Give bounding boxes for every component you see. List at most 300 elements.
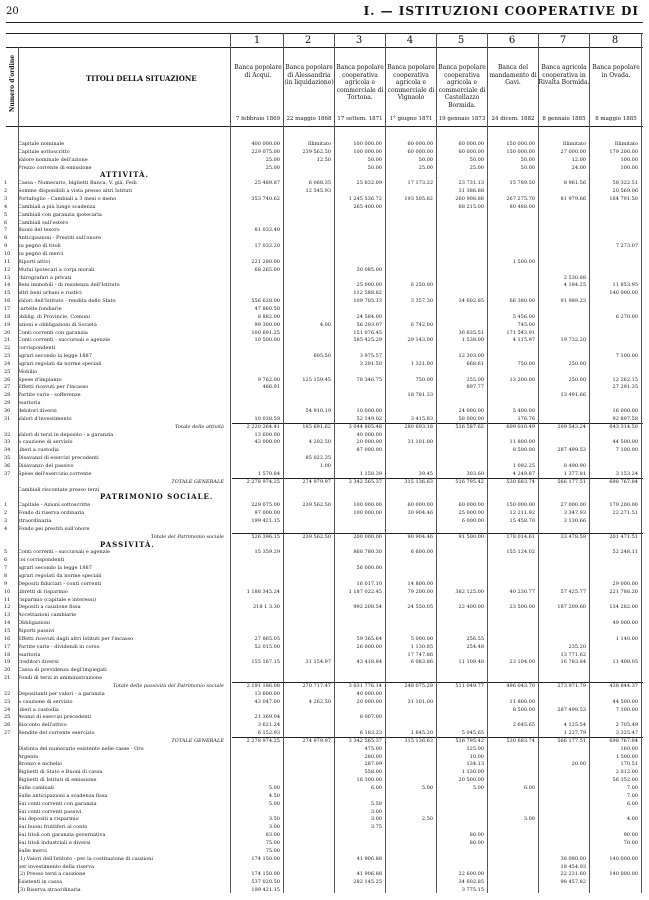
- row-label: agrari regolati da norme speciali: [18, 360, 102, 367]
- cell-value: 239 562.50: [302, 533, 331, 540]
- cell-value: 303.60: [466, 470, 484, 477]
- cell-value: 25.00: [265, 164, 280, 171]
- cell-value: 27 865.05: [254, 635, 280, 642]
- cell-value: 12 545.93: [305, 188, 331, 195]
- cell-value: 24 000.00: [458, 408, 484, 415]
- row-number: 19: [4, 321, 11, 328]
- cell-value: 25 000.00: [356, 282, 382, 289]
- cell-value: 58 000.00: [458, 415, 484, 422]
- cell-value: 516 795.42: [455, 737, 484, 744]
- cell-value: 745.00: [517, 321, 535, 328]
- cell-value: 2 278 974.25: [246, 737, 280, 744]
- cell-value: 80.00: [469, 840, 484, 847]
- row-label: Conti correnti - succursali e agenzie: [18, 549, 110, 556]
- row-label: Sui depositi a risparmio: [18, 816, 79, 823]
- row-label: Risconto dell'attivo: [18, 722, 67, 729]
- cell-value: 60 000.00: [407, 141, 433, 147]
- cell-value: 2 645.65: [512, 722, 535, 729]
- cell-value: 3 291.50: [359, 360, 382, 367]
- cell-value: 27 291.35: [612, 384, 638, 391]
- row-number: 15: [4, 290, 11, 297]
- cell-value: 125 159.45: [302, 376, 331, 383]
- cell-value: 100 000.00: [353, 510, 382, 517]
- row-label: Effetti ricevuti per l'incasso: [18, 384, 89, 391]
- cell-value: 6.00: [370, 785, 382, 792]
- row-label: coi corrispondenti: [18, 557, 65, 564]
- cell-value: 1 188 345.24: [246, 588, 280, 595]
- row-label: Fondi di terzi in amministrazione: [18, 675, 103, 682]
- cell-value: 17 173.22: [407, 180, 433, 187]
- row-number: 31: [4, 415, 11, 422]
- cell-value: 3 031 776.14: [348, 682, 382, 689]
- cell-value: 99 300.00: [254, 321, 280, 328]
- cell-value: 178 014.61: [506, 533, 535, 540]
- cell-value: 20 000.00: [356, 439, 382, 446]
- cell-value: 25.00: [418, 164, 433, 171]
- cell-value: 6 152.93: [257, 730, 280, 737]
- row-number: 35: [4, 455, 11, 462]
- cell-value: 60 000.00: [458, 502, 484, 509]
- row-label: Cassa di previdenza degl'impiegati: [18, 667, 107, 674]
- row-number: 34: [4, 447, 11, 454]
- row-label: Buoni del tesoro: [18, 227, 60, 234]
- cell-value: 23 731.13: [458, 180, 484, 187]
- cell-value: 496 043.70: [506, 682, 535, 689]
- cell-value: 1 570.84: [257, 470, 280, 477]
- cell-value: 516 795.42: [455, 478, 484, 485]
- cell-value: 92 897.58: [612, 415, 638, 422]
- cell-value: 23 104.00: [509, 659, 535, 666]
- cell-value: 66 380.00: [509, 298, 535, 305]
- column-divider: [385, 33, 386, 893]
- cell-value: 4 262.50: [308, 698, 331, 705]
- cell-value: 2 278 974.25: [246, 478, 280, 485]
- row-label: a cauzione di servizio: [18, 698, 73, 705]
- cell-value: 566 177.51: [557, 737, 586, 744]
- cell-value: 140 000.00: [609, 855, 638, 862]
- cell-value: 5 456.00: [512, 313, 535, 320]
- cell-value: 49 000.00: [612, 620, 638, 627]
- row-label: Sui titoli con garanzia governativa: [18, 832, 106, 839]
- cell-value: 155 124.02: [506, 549, 535, 556]
- cell-value: 80.00: [469, 832, 484, 839]
- bank-name: Banca popolare di Alessandria (in liquidazione): [284, 64, 334, 86]
- row-number: 25: [4, 368, 11, 375]
- row-label: corrispondenti: [18, 345, 56, 352]
- row-number: 37: [4, 470, 11, 477]
- cell-value: 54 910.19: [305, 408, 331, 415]
- cell-value: 200 000.00: [353, 533, 382, 540]
- row-number: 9: [4, 580, 8, 587]
- cell-value: 7 273.07: [615, 243, 638, 250]
- cell-value: 750.00: [415, 376, 433, 383]
- row-number: 25: [4, 714, 11, 721]
- cell-value: 315 136.63: [404, 478, 433, 485]
- cell-value: 112 588.82: [353, 290, 382, 297]
- cell-value: 90.00: [623, 832, 638, 839]
- row-number-header: [4, 54, 18, 118]
- column-number: 3: [355, 35, 363, 46]
- cell-value: 239 562.50: [302, 148, 331, 155]
- row-label: Fondo di riserva ordinaria: [18, 510, 85, 517]
- cell-value: 150 000.00: [506, 502, 535, 509]
- cell-value: 221 280.00: [251, 258, 280, 265]
- cell-value: 4.50: [268, 792, 280, 799]
- row-label: per investimento della riserva: [18, 863, 95, 870]
- row-label: Partite varie - sofferenze: [18, 392, 81, 399]
- cell-value: 3.50: [268, 816, 280, 823]
- cell-value: 1 187 022.45: [348, 588, 382, 595]
- cell-value: 3.75: [370, 824, 382, 831]
- row-number: 26: [4, 376, 11, 383]
- cell-value: 1 158.39: [359, 470, 382, 477]
- row-number: 21: [4, 337, 11, 344]
- cell-value: 5.00: [268, 785, 280, 792]
- row-number: 12: [4, 266, 11, 273]
- foundation-date: 24 dicem. 1882: [491, 116, 535, 122]
- row-number: 3: [4, 195, 8, 202]
- row-number: 18: [4, 651, 11, 658]
- row-label: Cambiali riscontate presso terzi: [18, 486, 100, 493]
- bank-name: Banca popolare cooperativa agricola e commerciale di Castellazzo Bormida.: [438, 64, 486, 109]
- cell-value: 6 000.00: [461, 518, 484, 524]
- cell-value: 50.00: [469, 156, 484, 163]
- section-heading: PASSIVITÀ.: [100, 539, 155, 549]
- row-number: 27: [4, 730, 11, 737]
- cell-value: 14 800.00: [407, 580, 433, 587]
- row-label: Argento: [18, 753, 39, 760]
- row-label: Disavanzi di esercizi precedenti: [18, 455, 99, 462]
- cell-value: 160.00: [620, 745, 638, 752]
- cell-value: 4.00: [626, 816, 638, 823]
- row-number: 28: [4, 392, 11, 399]
- row-label: Depositi fiduciari - conti correnti: [18, 580, 102, 587]
- foundation-date: 22 maggio 1868: [286, 116, 332, 122]
- cell-value: 4 202.50: [308, 439, 331, 446]
- foundation-date: 19 gennaio 1873: [438, 116, 486, 122]
- row-number: 17: [4, 305, 11, 312]
- cell-value: 221 788.20: [609, 588, 638, 595]
- cell-value: 150 000.00: [506, 148, 535, 155]
- cell-value: 13 771.62: [560, 651, 586, 658]
- row-number: 5: [4, 211, 8, 218]
- cell-value: 27 000.00: [560, 148, 586, 155]
- row-label: liberi a custodia: [18, 447, 59, 454]
- row-label: Capitale - Azioni sottoscritte: [18, 502, 91, 509]
- row-label: Effetti ricevuti dagli altri Istituti per l'incasso: [18, 635, 134, 642]
- cell-value: 31 101.00: [407, 698, 433, 705]
- cell-value: 171 543.91: [506, 329, 535, 336]
- cell-value: 5 000.00: [410, 635, 433, 642]
- cell-value: 81 979.66: [560, 195, 586, 202]
- row-label: Sui conti correnti passivi: [18, 808, 82, 815]
- cell-value: 27 000.00: [560, 502, 586, 509]
- cell-value: 170.51: [620, 761, 638, 768]
- row-label: Cambiali sull'estero: [18, 219, 69, 226]
- column-number-top-rule: [6, 33, 643, 34]
- row-number: 22: [4, 345, 11, 352]
- cell-value: 185 691.62: [302, 423, 331, 430]
- cell-value: 41 906.88: [356, 871, 382, 878]
- cell-value: 43 000.00: [254, 439, 280, 446]
- row-label: Sulle anticipazioni a scadenza fissa: [18, 792, 108, 799]
- row-label: Riporti attivi: [18, 258, 51, 265]
- cell-value: 256.55: [466, 635, 484, 642]
- cell-value: 50.00: [520, 156, 535, 163]
- column-number: 4: [406, 35, 414, 46]
- row-label: Partite varie - dividendi in corso: [18, 643, 100, 650]
- row-label: Depositanti per valori - a garanzia: [18, 690, 105, 697]
- total-label: TOTALE GENERALE: [171, 737, 224, 744]
- cell-value: 400 000.00: [251, 141, 280, 147]
- cell-value: 3.00: [523, 816, 535, 823]
- cell-value: 353 740.62: [251, 195, 280, 202]
- cell-value: 20 500.00: [458, 777, 484, 784]
- cell-value: 179 200.00: [609, 502, 638, 509]
- row-number: 2: [4, 510, 8, 517]
- row-label: Valori di terzi in deposito - a garanzia: [18, 431, 114, 438]
- row-number-divider: [18, 47, 19, 893]
- cell-value: 97 000.00: [254, 510, 280, 517]
- cell-value: 25.00: [469, 164, 484, 171]
- cell-value: 134 282.00: [609, 604, 638, 611]
- cell-value: 1 500.00: [615, 753, 638, 760]
- cell-value: 3 415.83: [410, 415, 433, 422]
- foundation-date: 8 gennaio 1885: [542, 116, 586, 122]
- cell-value: 56 352.00: [612, 777, 638, 784]
- row-number: 33: [4, 439, 11, 446]
- row-number: 23: [4, 353, 11, 360]
- row-label: Mobilio: [18, 368, 38, 375]
- cell-value: 24 550.05: [407, 604, 433, 611]
- foundation-date: 17 settem. 1871: [337, 116, 383, 122]
- row-number: 5: [4, 549, 8, 556]
- cell-value: 81 032.40: [254, 227, 280, 234]
- row-number: 8: [4, 235, 8, 242]
- cell-value: 239 562.50: [302, 502, 331, 509]
- cell-value: 193 505.82: [404, 195, 433, 202]
- cell-value: 229 075.00: [251, 148, 280, 155]
- cell-value: 3 153.24: [615, 470, 638, 477]
- cell-value: 1 130.85: [410, 643, 433, 650]
- row-number: 15: [4, 627, 11, 634]
- section-heading: ATTIVITÀ.: [100, 170, 149, 180]
- row-label: Bronzo e nichelio: [18, 761, 63, 768]
- total-label: TOTALE GENERALE: [171, 478, 224, 485]
- row-label: Mutui ipotecari a corpi morali: [18, 266, 95, 273]
- row-label: liberi a custodia: [18, 706, 59, 713]
- cell-value: 44 500.00: [612, 439, 638, 446]
- cell-value: 60 000.00: [407, 148, 433, 155]
- row-label: Valori d'investimento: [18, 415, 72, 422]
- cell-value: 2 012.00: [615, 769, 638, 776]
- cell-value: 20.00: [571, 761, 586, 768]
- row-number: 17: [4, 643, 11, 650]
- cell-value: 11 800.00: [509, 698, 535, 705]
- column-divider: [487, 33, 488, 893]
- cell-value: 151 076.45: [353, 329, 382, 336]
- cell-value: 16 017.10: [356, 580, 382, 587]
- cell-value: 4 115.97: [512, 337, 535, 344]
- row-label: obblig. di Provincie, Comuni: [18, 313, 90, 320]
- row-label: chirografari a privati: [18, 274, 72, 281]
- page-title: I. — ISTITUZIONI COOPERATIVE DI: [363, 4, 639, 18]
- section-heading: PATRIMONIO SOCIALE.: [100, 492, 214, 502]
- row-label: Esistenti in cassa: [18, 879, 63, 886]
- cell-value: 6 183.23: [359, 730, 382, 737]
- row-number: 11: [4, 258, 11, 265]
- cell-value: 209 543.24: [557, 423, 586, 430]
- row-number: 22: [4, 690, 11, 697]
- cell-value: 164 791.50: [609, 195, 638, 202]
- cell-value: 668.61: [466, 360, 484, 367]
- cell-value: 18 454.93: [560, 863, 586, 870]
- row-number: 14: [4, 620, 11, 627]
- cell-value: 1 500.00: [512, 258, 535, 265]
- cell-value: 201 471.51: [609, 533, 638, 540]
- cell-value: 24.00: [571, 164, 586, 171]
- cell-value: 1 140.00: [615, 635, 638, 642]
- cell-value: 3 347.93: [563, 510, 586, 517]
- cell-value: 12 211.92: [509, 510, 535, 517]
- cell-value: 11 853.95: [612, 282, 638, 289]
- foundation-date: 7 febbraio 1869: [235, 116, 281, 122]
- cell-value: 78 346.75: [356, 376, 382, 383]
- cell-value: 22 231.60: [560, 871, 586, 878]
- cell-value: 698 767.84: [609, 737, 638, 744]
- row-label: Anticipazioni - Prestiti sull'onore: [18, 235, 101, 242]
- cell-value: 150 000.00: [506, 141, 535, 147]
- cell-value: 100 000.00: [353, 141, 382, 147]
- cell-value: 3 775.15: [461, 887, 484, 894]
- column-number: 8: [611, 35, 619, 46]
- cell-value: 382 125.00: [455, 588, 484, 595]
- cell-value: 15 359.29: [254, 549, 280, 556]
- cell-value: 12.50: [316, 156, 331, 163]
- row-number: 32: [4, 431, 11, 438]
- row-label: Conti correnti - succursali e agenzie: [18, 337, 110, 344]
- cell-value: 47 860.50: [254, 305, 280, 312]
- cell-value: 75.00: [265, 840, 280, 847]
- column-divider: [283, 33, 284, 893]
- cell-value: 29 143.00: [407, 337, 433, 344]
- column-divider: [436, 33, 437, 893]
- cell-value: 287 499.53: [557, 447, 586, 454]
- cell-value: 91 500.00: [458, 533, 484, 540]
- cell-value: 50.00: [367, 164, 382, 171]
- cell-value: 100 691.25: [251, 329, 280, 336]
- cell-value: 52 248.11: [612, 549, 638, 556]
- cell-value: 267 275.70: [506, 195, 535, 202]
- cell-value: 4.00: [319, 321, 331, 328]
- row-label: Portafoglio - Cambiali a 3 mesi o meno: [18, 195, 117, 202]
- cell-value: 25.00: [265, 156, 280, 163]
- row-number: 24: [4, 360, 11, 367]
- row-label: Sui titoli industriali e diversi: [18, 840, 91, 847]
- cell-value: 250.00: [568, 360, 586, 367]
- cell-value: 199 421.15: [251, 887, 280, 894]
- cell-value: 5.00: [472, 785, 484, 792]
- cell-value: 229 075.00: [251, 502, 280, 509]
- row-label: libretti di risparmio: [18, 588, 68, 595]
- row-label: Distinta del numerario esistente nelle casse - Oro: [18, 745, 144, 752]
- cell-value: 250.00: [568, 376, 586, 383]
- cell-value: 57 425.77: [560, 588, 586, 595]
- row-number: 23: [4, 698, 11, 705]
- column-number: 2: [304, 35, 312, 46]
- cell-value: 20 569.06: [612, 188, 638, 195]
- cell-value: 12 303.00: [458, 353, 484, 360]
- cell-value: 140 000.00: [609, 871, 638, 878]
- cell-value: 10 500.00: [254, 337, 280, 344]
- cell-value: 79 200.00: [407, 588, 433, 595]
- row-number: 6: [4, 557, 8, 564]
- cell-value: 155 167.15: [251, 659, 280, 666]
- cell-value: 85 022.35: [305, 455, 331, 462]
- cell-value: 10 038.59: [254, 415, 280, 422]
- cell-value: 179 200.00: [609, 148, 638, 155]
- cell-value: 26 000.00: [356, 643, 382, 650]
- cell-value: 6 600.00: [410, 549, 433, 556]
- row-number: 7: [4, 227, 8, 234]
- cell-value: 12 262.15: [612, 376, 638, 383]
- cell-value: 3 357.30: [410, 298, 433, 305]
- cell-value: Illimitato: [562, 141, 586, 147]
- row-label: Obbligazioni: [18, 620, 50, 627]
- cell-value: 22 400.00: [458, 604, 484, 611]
- row-label: a cauzione di servizio: [18, 439, 73, 446]
- cell-value: 25 832.09: [356, 180, 382, 187]
- cell-value: 34 602.85: [458, 298, 484, 305]
- cell-value: 16 783.84: [560, 659, 586, 666]
- cell-value: 537 020.50: [251, 879, 280, 886]
- row-number: 9: [4, 243, 8, 250]
- row-number: 20: [4, 329, 11, 336]
- cell-value: 38 080.00: [560, 855, 586, 862]
- cell-value: 52 015.00: [254, 643, 280, 650]
- row-label: (3) Riserva straordinaria: [18, 887, 81, 894]
- cell-value: 1 130.00: [461, 769, 484, 776]
- cell-value: 22 600.00: [458, 871, 484, 878]
- column-divider: [641, 33, 642, 893]
- row-label: agrari regolati da norme speciali: [18, 572, 102, 579]
- row-label: Capitale sottoscritto: [18, 148, 70, 155]
- cell-value: 16 000.00: [612, 408, 638, 415]
- cell-value: 992 208.54: [353, 604, 382, 611]
- row-label: Rendite del corrente esercizio: [18, 730, 95, 737]
- cell-value: 98 457.82: [560, 879, 586, 886]
- column-head-bottom-rule: [6, 126, 643, 127]
- table-title: TITOLI DELLA SITUAZIONE: [86, 74, 197, 83]
- cell-value: 7.00: [626, 785, 638, 792]
- cell-value: 18 781.33: [407, 392, 433, 399]
- cell-value: 235.20: [568, 643, 586, 650]
- cell-value: 83.00: [265, 832, 280, 839]
- cell-value: 90 904.46: [407, 533, 433, 540]
- row-label: azioni e obbligazioni di Società: [18, 321, 97, 328]
- cell-value: 3 342 565.37: [348, 737, 382, 744]
- cell-value: 9 762.00: [257, 376, 280, 383]
- bank-name: Banca popolare cooperativa agricola e commerciale di Tortona.: [336, 64, 384, 101]
- cell-value: 21 369.04: [254, 714, 280, 721]
- row-label: Sui buoni fruttiferi al conto: [18, 824, 88, 831]
- cell-value: 36 635.51: [458, 329, 484, 336]
- row-number: 6: [4, 219, 8, 226]
- cell-value: 44 500.00: [612, 698, 638, 705]
- row-number: 10: [4, 588, 11, 595]
- row-number: 16: [4, 635, 11, 642]
- cell-value: 59 365.64: [356, 635, 382, 642]
